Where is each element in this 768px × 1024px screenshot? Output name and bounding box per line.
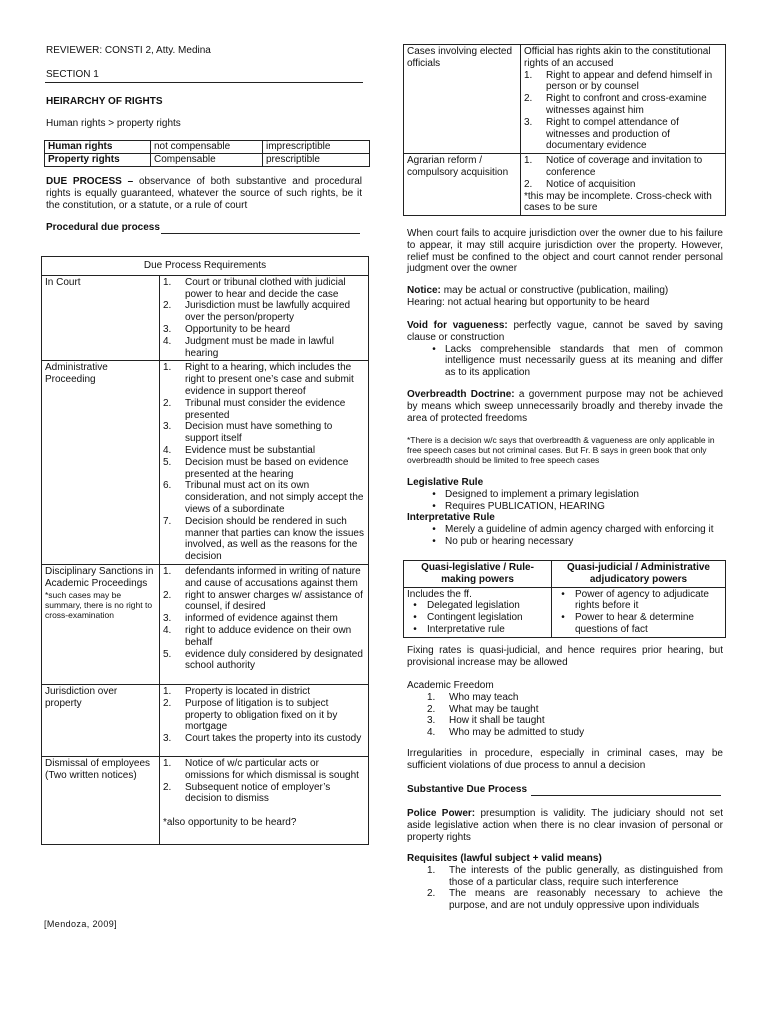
list-item: 4. Who may be admitted to study xyxy=(427,727,585,739)
rights-cell: not compensable xyxy=(151,141,263,154)
procedural-underline xyxy=(161,233,360,234)
list-item: 3. Right to compel attendance of witnesses and production of documentary evidence xyxy=(524,116,679,152)
row-label: Administrative Proceeding xyxy=(42,361,160,565)
table-row xyxy=(42,684,369,756)
interpretative-rule-list xyxy=(423,524,723,548)
rules-section xyxy=(407,477,723,548)
list-item: 3. Court takes the property into its custody xyxy=(163,733,362,745)
table-row xyxy=(42,361,369,565)
due-process-term: DUE PROCESS – xyxy=(46,176,134,187)
list-item: • Designed to implement a primary legislation xyxy=(432,488,639,500)
row-label: Jurisdiction over property xyxy=(42,684,160,756)
rights-cell: imprescriptible xyxy=(263,141,370,154)
list-item: 7. Decision should be rendered in such manner that parties can know the issues involved, as well as the reasons for the decision xyxy=(163,515,364,563)
table-row xyxy=(404,45,726,154)
rights-cases-table xyxy=(403,44,726,216)
irregularities-paragraph: Irregularities in procedure, especially in criminal cases, may be sufficient violations of due process to annul a decision xyxy=(407,748,723,771)
due-process-text: observance of both substantive and procedural rights is equally guaranteed, whatever the source of such rights, be it the constitution, or a statute, or a rule of court xyxy=(46,176,362,211)
list-item: 2. Subsequent notice of employer’s decision to dismiss xyxy=(163,781,331,805)
hierarchy-title: HEIRARCHY OF RIGHTS xyxy=(46,96,163,107)
section-label: SECTION 1 xyxy=(46,69,99,80)
rights-label: Property rights xyxy=(45,154,151,167)
quasi-judicial-cell xyxy=(552,587,726,637)
police-power-term: Police Power: xyxy=(407,808,476,819)
list-item: 2. Right to confront and cross-examine witnesses against him xyxy=(524,93,707,116)
procedural-heading: Procedural due process xyxy=(46,222,160,233)
quasi-header-judicial: Quasi-judicial / Administrative adjudicatory powers xyxy=(552,561,726,588)
row-label: Cases involving elected officials xyxy=(404,45,521,154)
list-item: 2. Purpose of litigation is to subject property to obligation fixed on it by mortgage xyxy=(163,697,338,733)
section-divider xyxy=(45,82,363,83)
rights-table xyxy=(44,140,370,167)
hearing-text: Hearing: not actual hearing but opportunity to be heard xyxy=(407,296,650,308)
table-row xyxy=(45,141,370,154)
fixing-rates-paragraph: Fixing rates is quasi-judicial, and hence requires prior hearing, but provisional increase may be allowed xyxy=(407,645,723,668)
list-item: 1. defendants informed in writing of nature and cause of accusations against them xyxy=(163,565,361,589)
list-item: 1. Who may teach xyxy=(427,691,519,703)
list-item: • No pub or hearing necessary xyxy=(432,535,574,547)
vagueness-text: perfectly vague, cannot be saved by saving clause or construction xyxy=(407,320,723,343)
rights-label: Human rights xyxy=(45,141,151,154)
list-item: 3. Decision must have something to support itself xyxy=(163,421,333,445)
citation: [Mendoza, 2009] xyxy=(44,919,118,929)
list-item: 1. Right to a hearing, which includes the right to present one’s case and submit evidence in support thereof xyxy=(163,362,354,397)
hierarchy-text: Human rights > property rights xyxy=(46,118,181,129)
row-items xyxy=(160,564,369,684)
quasi-legislative-cell xyxy=(404,587,552,637)
row-label: Dismissal of employees (Two written notices) xyxy=(42,756,160,844)
row-items xyxy=(160,361,369,565)
vagueness-paragraph xyxy=(407,320,723,379)
table-row xyxy=(42,275,369,361)
row-note: *such cases may be summary, there is no right to cross-examination xyxy=(45,589,153,620)
list-item: 4. Judgment must be made in lawful hearing xyxy=(163,335,334,359)
list-item: 5. Decision must be based on evidence presented at the hearing xyxy=(163,456,349,480)
list-item: • Merely a guideline of admin agency charged with enforcing it xyxy=(432,524,714,536)
substantive-underline xyxy=(531,795,721,796)
academic-freedom-title: Academic Freedom xyxy=(407,680,494,691)
vagueness-list xyxy=(423,344,723,379)
notice-term: Notice: xyxy=(407,285,441,296)
overbreadth-term: Overbreadth Doctrine: xyxy=(407,389,515,400)
row-items xyxy=(521,45,726,154)
row-items xyxy=(160,756,369,844)
police-power-text: presumption is validity. The judiciary should not set aside legislative action when there is no clear invasion of personal or property rights xyxy=(407,808,723,843)
vagueness-term: Void for vagueness: xyxy=(407,320,508,331)
requisites-title: Requisites (lawful subject + valid means) xyxy=(407,853,602,864)
legislative-rule-title: Legislative Rule xyxy=(407,477,484,488)
list-item: 1. Property is located in district xyxy=(163,685,311,697)
list-item: 1. The interests of the public generally, as distinguished from those of a particular class, require such interference xyxy=(427,864,723,888)
row-label: Disciplinary Sanctions in Academic Proceedings xyxy=(45,565,154,589)
row-label: Agrarian reform / compulsory acquisition xyxy=(404,154,521,216)
list-item: 1. Right to appear and defend himself in person or by counsel xyxy=(524,69,713,93)
table-row xyxy=(42,756,369,844)
list-item: • Power to hear & determine questions of fact xyxy=(561,612,694,635)
list-item: 2. Tribunal must consider the evidence presented xyxy=(163,397,346,421)
requisites-list xyxy=(427,865,723,912)
quasi-judicial-list xyxy=(555,589,722,636)
list-item: 5. evidence duly considered by designated school authority xyxy=(163,648,363,672)
quasi-powers-table xyxy=(403,560,726,638)
academic-freedom xyxy=(407,680,723,739)
table-header-row xyxy=(42,257,369,276)
overbreadth-text: a government purpose may not be achieved by means which sweep unnecessarily broadly and thereby invade the area of protected freedoms xyxy=(407,389,724,424)
table-row xyxy=(404,587,726,637)
notice-text: may be actual or constructive (publication, mailing) xyxy=(443,285,669,296)
list-item: 3. How it shall be taught xyxy=(427,715,545,727)
substantive-heading: Substantive Due Process xyxy=(407,784,528,795)
requisites xyxy=(407,853,723,912)
overbreadth-paragraph xyxy=(407,389,723,424)
row-footer: *also opportunity to be heard? xyxy=(163,817,297,829)
row-items xyxy=(160,275,369,361)
jurisdiction-paragraph: When court fails to acquire jurisdiction over the owner due to his failure to appear, it may still acquire jurisdiction over the property. However, relief must be confined to the object and court cannot render personal judgment over the owner xyxy=(407,228,723,275)
list-item: 3. informed of evidence against them xyxy=(163,613,338,625)
list-item: • Contingent legislation xyxy=(413,612,523,624)
quasi-intro: Includes the ff. xyxy=(407,588,472,600)
due-process-definition xyxy=(46,176,362,211)
academic-freedom-list xyxy=(427,692,723,739)
list-item: 1. Notice of coverage and invitation to conference xyxy=(524,155,703,178)
list-item: 2. The means are reasonably necessary to achieve the purpose, and are not unduly oppressive upon individuals xyxy=(427,888,723,912)
list-item: 3. Opportunity to be heard xyxy=(163,323,291,335)
legislative-rule-list xyxy=(423,489,723,513)
row-intro: Official has rights akin to the constitutional rights of an accused xyxy=(524,46,711,69)
list-item: • Lacks comprehensible standards that men of common intelligence must necessarily guess at its meaning and differ as to its application xyxy=(432,343,723,379)
row-label-cell xyxy=(42,564,160,684)
list-item: 2. What may be taught xyxy=(427,703,539,715)
list-item: • Interpretative rule xyxy=(413,623,505,635)
reviewer-title: REVIEWER: CONSTI 2, Atty. Medina xyxy=(46,45,211,56)
list-item: 2. Notice of acquisition xyxy=(524,178,636,190)
table-row xyxy=(42,564,369,684)
quasi-legislative-list xyxy=(407,600,548,635)
overbreadth-note: *There is a decision w/c says that overbreadth & vagueness are only applicable in free speech cases but not criminal cases. But Fr. B says in green book that only overbreadth should be limited to free speech cases xyxy=(407,435,715,466)
rights-cell: prescriptible xyxy=(263,154,370,167)
police-power-paragraph xyxy=(407,808,723,843)
list-item: • Requires PUBLICATION, HEARING xyxy=(432,500,605,512)
due-process-requirements-table xyxy=(41,256,369,845)
quasi-header-legislative: Quasi-legislative / Rule-making powers xyxy=(404,561,552,588)
list-item: 4. right to adduce evidence on their own behalf xyxy=(163,624,352,648)
table-row xyxy=(404,154,726,216)
list-item: 4. Evidence must be substantial xyxy=(163,444,316,456)
table-row xyxy=(45,154,370,167)
list-item: • Delegated legislation xyxy=(413,600,520,612)
rights-cell: Compensable xyxy=(151,154,263,167)
table-header: Due Process Requirements xyxy=(42,257,369,276)
list-item: 1. Notice of w/c particular acts or omissions for which dismissal is sought xyxy=(163,757,359,781)
list-item: 2. right to answer charges w/ assistance of counsel, if desired xyxy=(163,589,363,613)
row-label: In Court xyxy=(42,275,160,361)
row-items xyxy=(160,684,369,756)
list-item: 2. Jurisdiction must be lawfully acquired over the person/property xyxy=(163,300,351,324)
list-item: 6. Tribunal must act on its own consideration, and not simply accept the views of a subordinate xyxy=(163,480,364,515)
row-footer: *this may be incomplete. Cross-check with cases to be sure xyxy=(524,190,712,214)
notice-paragraph xyxy=(407,285,723,309)
table-header-row xyxy=(404,561,726,588)
interpretative-rule-title: Interpretative Rule xyxy=(407,512,495,524)
list-item: • Power of agency to adjudicate rights before it xyxy=(561,588,709,612)
row-items xyxy=(521,154,726,216)
list-item: 1. Court or tribunal clothed with judicial power to hear and decide the case xyxy=(163,276,346,300)
